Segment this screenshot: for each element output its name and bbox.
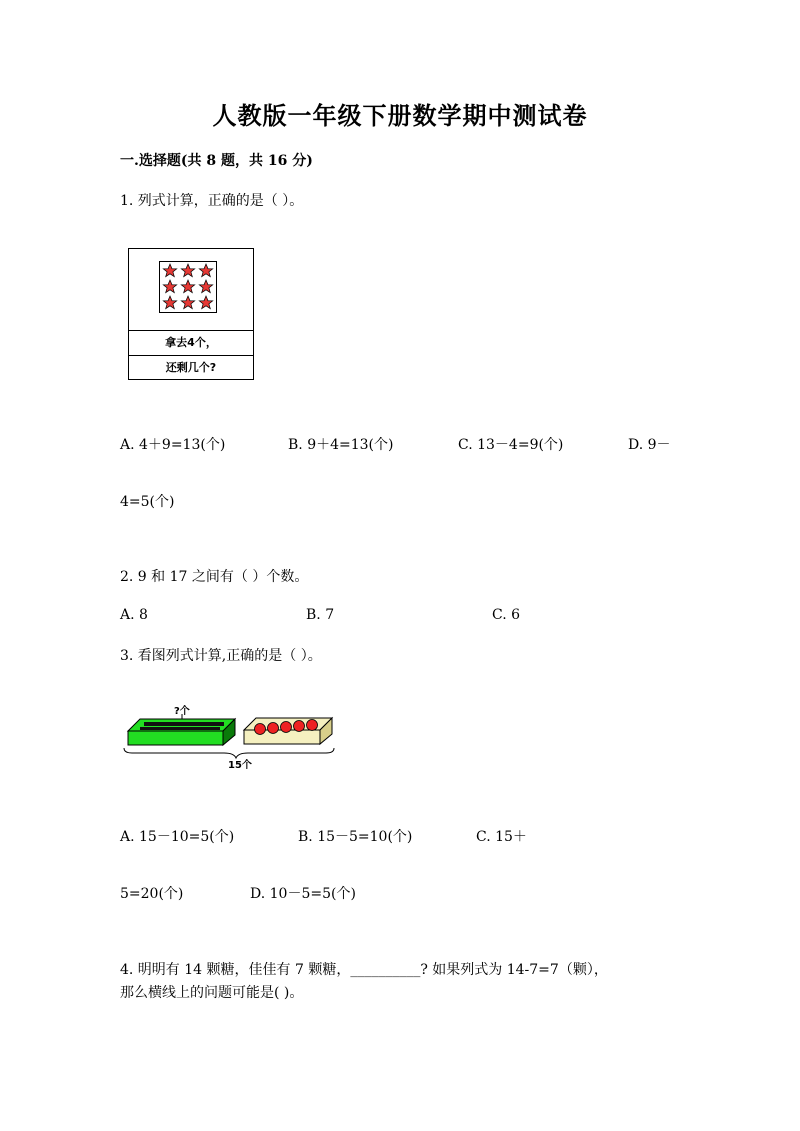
question-3-figure — [120, 700, 340, 770]
q3-option-a: A. 15－10=5(个) — [120, 829, 235, 845]
figure-bottom-label: 15个 — [228, 760, 252, 771]
question-2-stem: 2. 9 和 17 之间有（ ）个数。 — [120, 569, 309, 585]
q2-option-c: C. 6 — [492, 607, 521, 623]
question-1-figure — [128, 248, 254, 380]
question-4-stem-line2: 那么横线上的问题可能是( )。 — [120, 985, 304, 1001]
q3-option-b: B. 15－5=10(个) — [298, 829, 413, 845]
star-picture — [129, 249, 253, 331]
q1-option-a: A. 4＋9=13(个) — [120, 437, 226, 453]
figure-caption-line2: 还剩几个? — [165, 361, 217, 374]
q2-option-a: A. 8 — [120, 607, 148, 623]
q3-option-c: C. 15＋ — [476, 829, 527, 845]
q1-option-c: C. 13－4=9(个) — [458, 437, 564, 453]
question-1-stem: 1. 列式计算，正确的是（ ）。 — [120, 193, 304, 209]
star-grid — [159, 261, 217, 313]
section-heading: 一.选择题(共 8 题，共 16 分) — [120, 153, 313, 169]
stars-icon — [160, 262, 216, 312]
question-3-stem: 3. 看图列式计算,正确的是（ ）。 — [120, 648, 322, 664]
q2-option-b: B. 7 — [306, 607, 335, 623]
page-title: 人教版一年级下册数学期中测试卷 — [212, 101, 588, 130]
q3-option-c-cont: 5=20(个) — [120, 886, 184, 902]
q1-option-d: D. 9－ — [628, 437, 671, 453]
figure-caption-line1: 拿去4个， — [129, 331, 253, 356]
figure-top-label: ?个 — [174, 706, 190, 717]
question-4-stem-line1: 4. 明明有 14 颗糖，佳佳有 7 颗糖，__________? 如果列式为 14-7=7（颗）， — [120, 962, 608, 978]
q1-option-b: B. 9＋4=13(个) — [288, 437, 394, 453]
q1-option-d-cont: 4=5(个) — [120, 494, 175, 510]
q3-option-d: D. 10－5=5(个) — [250, 886, 356, 902]
